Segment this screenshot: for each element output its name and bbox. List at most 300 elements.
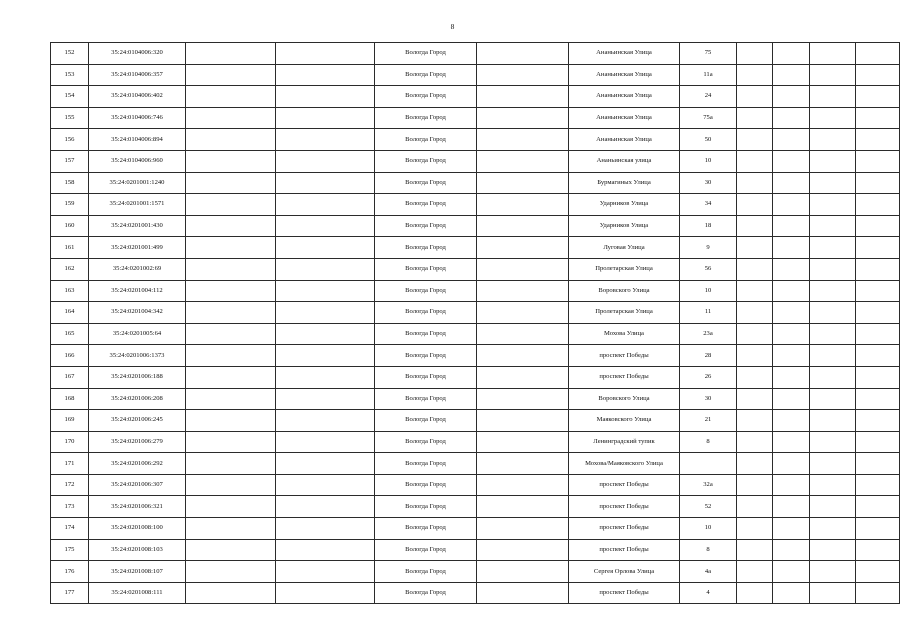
street-cell: Луговая Улица	[569, 237, 680, 259]
empty-cell	[276, 172, 375, 194]
empty-cell	[737, 366, 773, 388]
empty-cell	[186, 366, 276, 388]
house-number-cell: 11	[680, 302, 737, 324]
empty-cell	[276, 582, 375, 604]
empty-cell	[737, 539, 773, 561]
empty-cell	[477, 496, 569, 518]
empty-cell	[737, 345, 773, 367]
row-number-cell: 172	[51, 474, 89, 496]
street-cell: Бурмагиных Улица	[569, 172, 680, 194]
empty-cell	[276, 86, 375, 108]
cadastral-number-cell: 35:24:0201002:69	[89, 258, 186, 280]
empty-cell	[773, 345, 810, 367]
street-cell: Ленинградский тупик	[569, 431, 680, 453]
empty-cell	[773, 561, 810, 583]
empty-cell	[186, 64, 276, 86]
cadastral-number-cell: 35:24:0201006:1373	[89, 345, 186, 367]
empty-cell	[773, 431, 810, 453]
street-cell: Мохова/Маяковского Улица	[569, 453, 680, 475]
empty-cell	[773, 388, 810, 410]
empty-cell	[856, 258, 900, 280]
empty-cell	[856, 107, 900, 129]
empty-cell	[186, 474, 276, 496]
empty-cell	[810, 86, 856, 108]
empty-cell	[276, 107, 375, 129]
row-number-cell: 173	[51, 496, 89, 518]
empty-cell	[773, 64, 810, 86]
cadastral-number-cell: 35:24:0201006:292	[89, 453, 186, 475]
empty-cell	[477, 43, 569, 65]
cadastral-number-cell: 35:24:0201006:279	[89, 431, 186, 453]
registry-table	[50, 42, 900, 604]
empty-cell	[477, 302, 569, 324]
house-number-cell: 52	[680, 496, 737, 518]
cadastral-number-cell: 35:24:0104006:402	[89, 86, 186, 108]
house-number-cell: 8	[680, 431, 737, 453]
empty-cell	[856, 172, 900, 194]
empty-cell	[856, 366, 900, 388]
empty-cell	[186, 172, 276, 194]
table-row	[51, 86, 900, 108]
table-row	[51, 453, 900, 475]
row-number-cell: 160	[51, 215, 89, 237]
empty-cell	[856, 474, 900, 496]
empty-cell	[737, 474, 773, 496]
empty-cell	[737, 453, 773, 475]
empty-cell	[186, 453, 276, 475]
empty-cell	[810, 431, 856, 453]
house-number-cell: 56	[680, 258, 737, 280]
cadastral-number-cell: 35:24:0201001:430	[89, 215, 186, 237]
empty-cell	[737, 86, 773, 108]
empty-cell	[477, 107, 569, 129]
empty-cell	[186, 410, 276, 432]
street-cell: Воровского Улица	[569, 388, 680, 410]
row-number-cell: 162	[51, 258, 89, 280]
empty-cell	[810, 561, 856, 583]
city-cell: Вологда Город	[375, 345, 477, 367]
empty-cell	[856, 496, 900, 518]
empty-cell	[856, 539, 900, 561]
empty-cell	[856, 150, 900, 172]
city-cell: Вологда Город	[375, 431, 477, 453]
empty-cell	[737, 496, 773, 518]
empty-cell	[186, 496, 276, 518]
empty-cell	[856, 129, 900, 151]
empty-cell	[737, 410, 773, 432]
empty-cell	[276, 410, 375, 432]
empty-cell	[856, 518, 900, 540]
city-cell: Вологда Город	[375, 237, 477, 259]
street-cell: Ананьинская Улица	[569, 129, 680, 151]
table-row	[51, 518, 900, 540]
city-cell: Вологда Город	[375, 474, 477, 496]
empty-cell	[186, 107, 276, 129]
cadastral-number-cell: 35:24:0104006:894	[89, 129, 186, 151]
house-number-cell	[680, 453, 737, 475]
cadastral-number-cell: 35:24:0201008:100	[89, 518, 186, 540]
empty-cell	[477, 453, 569, 475]
cadastral-number-cell: 35:24:0201004:342	[89, 302, 186, 324]
empty-cell	[856, 561, 900, 583]
empty-cell	[810, 388, 856, 410]
city-cell: Вологда Город	[375, 194, 477, 216]
empty-cell	[773, 129, 810, 151]
table-row	[51, 129, 900, 151]
empty-cell	[186, 431, 276, 453]
row-number-cell: 166	[51, 345, 89, 367]
cadastral-number-cell: 35:24:0104006:357	[89, 64, 186, 86]
city-cell: Вологда Город	[375, 410, 477, 432]
street-cell: Пролетарская Улица	[569, 258, 680, 280]
table-row	[51, 539, 900, 561]
empty-cell	[186, 86, 276, 108]
street-cell: проспект Победы	[569, 539, 680, 561]
empty-cell	[737, 215, 773, 237]
empty-cell	[773, 474, 810, 496]
empty-cell	[856, 237, 900, 259]
table-row	[51, 431, 900, 453]
empty-cell	[186, 323, 276, 345]
table-row	[51, 496, 900, 518]
empty-cell	[276, 280, 375, 302]
cadastral-number-cell: 35:24:0201006:245	[89, 410, 186, 432]
empty-cell	[810, 280, 856, 302]
table-row	[51, 150, 900, 172]
empty-cell	[477, 194, 569, 216]
empty-cell	[856, 280, 900, 302]
house-number-cell: 4	[680, 582, 737, 604]
empty-cell	[276, 215, 375, 237]
empty-cell	[737, 388, 773, 410]
empty-cell	[810, 172, 856, 194]
empty-cell	[810, 150, 856, 172]
empty-cell	[856, 86, 900, 108]
empty-cell	[186, 194, 276, 216]
empty-cell	[810, 366, 856, 388]
empty-cell	[276, 431, 375, 453]
city-cell: Вологда Город	[375, 496, 477, 518]
house-number-cell: 18	[680, 215, 737, 237]
empty-cell	[810, 258, 856, 280]
empty-cell	[477, 366, 569, 388]
empty-cell	[477, 431, 569, 453]
empty-cell	[276, 323, 375, 345]
street-cell: проспект Победы	[569, 474, 680, 496]
row-number-cell: 176	[51, 561, 89, 583]
street-cell: Ударников Улица	[569, 215, 680, 237]
empty-cell	[810, 43, 856, 65]
empty-cell	[737, 518, 773, 540]
table-row	[51, 194, 900, 216]
city-cell: Вологда Город	[375, 323, 477, 345]
cadastral-number-cell: 35:24:0201001:1240	[89, 172, 186, 194]
street-cell: Ананьинская Улица	[569, 107, 680, 129]
empty-cell	[477, 258, 569, 280]
city-cell: Вологда Город	[375, 86, 477, 108]
street-cell: Ананьинская Улица	[569, 43, 680, 65]
city-cell: Вологда Город	[375, 258, 477, 280]
page-number: 8	[450, 22, 455, 31]
empty-cell	[276, 258, 375, 280]
empty-cell	[276, 237, 375, 259]
city-cell: Вологда Город	[375, 64, 477, 86]
empty-cell	[773, 302, 810, 324]
empty-cell	[810, 496, 856, 518]
table-row	[51, 561, 900, 583]
city-cell: Вологда Город	[375, 561, 477, 583]
empty-cell	[276, 150, 375, 172]
empty-cell	[737, 194, 773, 216]
empty-cell	[186, 129, 276, 151]
empty-cell	[477, 539, 569, 561]
street-cell: Мохова Улица	[569, 323, 680, 345]
row-number-cell: 156	[51, 129, 89, 151]
empty-cell	[186, 215, 276, 237]
house-number-cell: 11а	[680, 64, 737, 86]
empty-cell	[276, 539, 375, 561]
cadastral-number-cell: 35:24:0201006:208	[89, 388, 186, 410]
empty-cell	[477, 172, 569, 194]
row-number-cell: 167	[51, 366, 89, 388]
row-number-cell: 177	[51, 582, 89, 604]
house-number-cell: 10	[680, 280, 737, 302]
registry-table-body	[51, 43, 900, 604]
empty-cell	[810, 302, 856, 324]
table-row	[51, 237, 900, 259]
city-cell: Вологда Город	[375, 150, 477, 172]
row-number-cell: 163	[51, 280, 89, 302]
empty-cell	[737, 150, 773, 172]
empty-cell	[477, 64, 569, 86]
cadastral-number-cell: 35:24:0104006:320	[89, 43, 186, 65]
empty-cell	[186, 237, 276, 259]
empty-cell	[773, 215, 810, 237]
cadastral-number-cell: 35:24:0104006:746	[89, 107, 186, 129]
empty-cell	[773, 539, 810, 561]
empty-cell	[773, 258, 810, 280]
empty-cell	[856, 194, 900, 216]
empty-cell	[810, 539, 856, 561]
empty-cell	[856, 582, 900, 604]
empty-cell	[477, 215, 569, 237]
city-cell: Вологда Город	[375, 366, 477, 388]
empty-cell	[186, 345, 276, 367]
empty-cell	[737, 237, 773, 259]
table-row	[51, 388, 900, 410]
city-cell: Вологда Город	[375, 302, 477, 324]
empty-cell	[477, 86, 569, 108]
cadastral-number-cell: 35:24:0201001:499	[89, 237, 186, 259]
empty-cell	[737, 561, 773, 583]
empty-cell	[186, 561, 276, 583]
house-number-cell: 30	[680, 172, 737, 194]
house-number-cell: 4а	[680, 561, 737, 583]
empty-cell	[477, 474, 569, 496]
empty-cell	[477, 345, 569, 367]
empty-cell	[276, 388, 375, 410]
empty-cell	[186, 302, 276, 324]
city-cell: Вологда Город	[375, 453, 477, 475]
street-cell: Маяковского Улица	[569, 410, 680, 432]
empty-cell	[773, 280, 810, 302]
empty-cell	[773, 366, 810, 388]
table-row	[51, 43, 900, 65]
empty-cell	[276, 496, 375, 518]
house-number-cell: 23а	[680, 323, 737, 345]
row-number-cell: 159	[51, 194, 89, 216]
city-cell: Вологда Город	[375, 43, 477, 65]
city-cell: Вологда Город	[375, 518, 477, 540]
empty-cell	[737, 582, 773, 604]
empty-cell	[856, 345, 900, 367]
city-cell: Вологда Город	[375, 280, 477, 302]
empty-cell	[186, 518, 276, 540]
empty-cell	[810, 107, 856, 129]
street-cell: Пролетарская Улица	[569, 302, 680, 324]
street-cell: проспект Победы	[569, 582, 680, 604]
table-row	[51, 366, 900, 388]
empty-cell	[276, 366, 375, 388]
empty-cell	[477, 280, 569, 302]
house-number-cell: 34	[680, 194, 737, 216]
cadastral-number-cell: 35:24:0201008:107	[89, 561, 186, 583]
cadastral-number-cell: 35:24:0201006:307	[89, 474, 186, 496]
table-row	[51, 410, 900, 432]
empty-cell	[276, 129, 375, 151]
empty-cell	[856, 410, 900, 432]
row-number-cell: 155	[51, 107, 89, 129]
cadastral-number-cell: 35:24:0201004:112	[89, 280, 186, 302]
empty-cell	[737, 280, 773, 302]
table-row	[51, 280, 900, 302]
empty-cell	[186, 43, 276, 65]
empty-cell	[737, 64, 773, 86]
house-number-cell: 24	[680, 86, 737, 108]
empty-cell	[477, 561, 569, 583]
empty-cell	[276, 302, 375, 324]
street-cell: проспект Победы	[569, 496, 680, 518]
house-number-cell: 50	[680, 129, 737, 151]
house-number-cell: 21	[680, 410, 737, 432]
city-cell: Вологда Город	[375, 388, 477, 410]
empty-cell	[810, 194, 856, 216]
street-cell: Ананьинская Улица	[569, 86, 680, 108]
empty-cell	[737, 323, 773, 345]
street-cell: Ударников Улица	[569, 194, 680, 216]
empty-cell	[856, 388, 900, 410]
empty-cell	[737, 43, 773, 65]
row-number-cell: 171	[51, 453, 89, 475]
empty-cell	[856, 215, 900, 237]
empty-cell	[477, 518, 569, 540]
house-number-cell: 10	[680, 518, 737, 540]
empty-cell	[773, 410, 810, 432]
empty-cell	[773, 86, 810, 108]
empty-cell	[186, 280, 276, 302]
house-number-cell: 28	[680, 345, 737, 367]
empty-cell	[737, 431, 773, 453]
street-cell: проспект Победы	[569, 518, 680, 540]
empty-cell	[276, 518, 375, 540]
city-cell: Вологда Город	[375, 539, 477, 561]
empty-cell	[773, 518, 810, 540]
cadastral-number-cell: 35:24:0201006:188	[89, 366, 186, 388]
row-number-cell: 161	[51, 237, 89, 259]
table-row	[51, 345, 900, 367]
cadastral-number-cell: 35:24:0201006:321	[89, 496, 186, 518]
empty-cell	[856, 323, 900, 345]
city-cell: Вологда Город	[375, 107, 477, 129]
house-number-cell: 26	[680, 366, 737, 388]
empty-cell	[737, 258, 773, 280]
empty-cell	[477, 410, 569, 432]
table-row	[51, 302, 900, 324]
house-number-cell: 8	[680, 539, 737, 561]
empty-cell	[276, 43, 375, 65]
empty-cell	[186, 388, 276, 410]
row-number-cell: 164	[51, 302, 89, 324]
empty-cell	[477, 582, 569, 604]
table-row	[51, 323, 900, 345]
empty-cell	[810, 582, 856, 604]
street-cell: проспект Победы	[569, 366, 680, 388]
empty-cell	[773, 237, 810, 259]
cadastral-number-cell: 35:24:0201005:64	[89, 323, 186, 345]
empty-cell	[276, 561, 375, 583]
empty-cell	[186, 258, 276, 280]
street-cell: Ананьинская улица	[569, 150, 680, 172]
city-cell: Вологда Город	[375, 582, 477, 604]
empty-cell	[856, 64, 900, 86]
empty-cell	[477, 150, 569, 172]
empty-cell	[737, 302, 773, 324]
empty-cell	[810, 410, 856, 432]
empty-cell	[810, 129, 856, 151]
empty-cell	[276, 474, 375, 496]
empty-cell	[856, 431, 900, 453]
empty-cell	[276, 453, 375, 475]
empty-cell	[856, 302, 900, 324]
empty-cell	[186, 539, 276, 561]
empty-cell	[276, 64, 375, 86]
row-number-cell: 169	[51, 410, 89, 432]
table-row	[51, 258, 900, 280]
street-cell: Ананьинская Улица	[569, 64, 680, 86]
table-row	[51, 215, 900, 237]
cadastral-number-cell: 35:24:0104006:960	[89, 150, 186, 172]
street-cell: проспект Победы	[569, 345, 680, 367]
empty-cell	[810, 518, 856, 540]
row-number-cell: 158	[51, 172, 89, 194]
empty-cell	[773, 43, 810, 65]
empty-cell	[186, 150, 276, 172]
empty-cell	[810, 64, 856, 86]
empty-cell	[773, 582, 810, 604]
empty-cell	[477, 237, 569, 259]
house-number-cell: 75а	[680, 107, 737, 129]
house-number-cell: 32а	[680, 474, 737, 496]
city-cell: Вологда Город	[375, 129, 477, 151]
row-number-cell: 170	[51, 431, 89, 453]
empty-cell	[773, 194, 810, 216]
street-cell: Сергея Орлова Улица	[569, 561, 680, 583]
empty-cell	[773, 496, 810, 518]
city-cell: Вологда Город	[375, 215, 477, 237]
row-number-cell: 165	[51, 323, 89, 345]
row-number-cell: 152	[51, 43, 89, 65]
empty-cell	[856, 453, 900, 475]
